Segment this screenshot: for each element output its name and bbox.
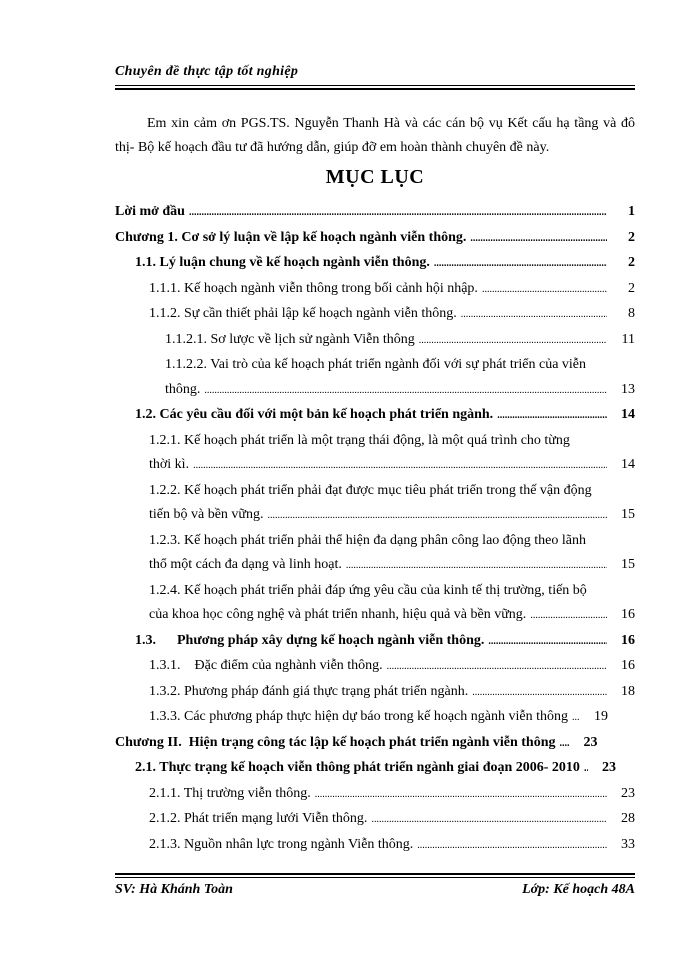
dot-leader bbox=[419, 328, 607, 354]
toc-entry-text: 1.2. Các yêu cầu đối với một bản kế hoạch phát triển ngành. bbox=[135, 407, 494, 422]
dot-leader bbox=[470, 226, 607, 252]
toc-entry[interactable] bbox=[115, 782, 635, 808]
toc-entry-page: 2 bbox=[628, 229, 635, 245]
toc-entry-page: 28 bbox=[621, 811, 635, 826]
dot-leader bbox=[584, 756, 588, 782]
toc-entry-text-line1: 1.2.1. Kế hoạch phát triển là một trạng thái động, là một quá trình cho từng bbox=[149, 432, 570, 448]
dot-leader bbox=[560, 731, 570, 757]
toc-entry[interactable] bbox=[115, 680, 635, 706]
acknowledgement-paragraph: Em xin cảm ơn PGS.TS. Nguyễn Thanh Hà và các cán bộ vụ Kết cấu hạ tầng và đô thị- Bộ kế hoạch đầu tư đã hướng dẫn, giúp đỡ em hoàn thành chuyên đề này. bbox=[115, 116, 635, 155]
toc-entry-text: 2.1.2. Phát triển mạng lưới Viễn thông. bbox=[149, 811, 368, 826]
toc-entry-page: 19 bbox=[593, 709, 608, 724]
toc-entry[interactable] bbox=[115, 629, 635, 655]
toc-entry-text-line2: thông. bbox=[165, 381, 201, 397]
dot-leader bbox=[434, 251, 607, 277]
dot-leader bbox=[193, 453, 607, 479]
toc-entry-text: Chương 1. Cơ sở lý luận về lập kế hoạch ngành viễn thông. bbox=[115, 229, 467, 245]
footer-student: SV: Hà Khánh Toàn bbox=[115, 882, 233, 897]
toc-entry-page: 14 bbox=[621, 457, 635, 472]
toc-entry-text: 1.1. Lý luận chung về kế hoạch ngành viễn thông. bbox=[135, 255, 430, 270]
dot-leader bbox=[497, 403, 607, 429]
dot-leader bbox=[268, 503, 607, 529]
toc-entry[interactable] bbox=[115, 579, 635, 629]
toc-title: MỤC LỤC bbox=[325, 166, 425, 188]
toc-entry-page: 13 bbox=[621, 381, 635, 397]
toc-entry-text: Chương II. Hiện trạng công tác lập kế hoạch phát triển ngành viễn thông bbox=[115, 734, 556, 750]
footer-rule-thick bbox=[115, 873, 635, 875]
toc-entry-page: 16 bbox=[621, 658, 635, 673]
toc-entry-page: 23 bbox=[601, 760, 616, 775]
toc-entry[interactable] bbox=[115, 328, 635, 354]
toc-entry[interactable] bbox=[115, 353, 635, 403]
toc-entry-text: 2.1.3. Nguồn nhân lực trong ngành Viễn thông. bbox=[149, 836, 414, 852]
toc-entry-page: 8 bbox=[628, 306, 635, 321]
toc-entry[interactable] bbox=[115, 731, 635, 757]
dot-leader bbox=[346, 553, 607, 579]
toc-entry-text: 1.3.1. Đặc điểm của nghành viễn thông. bbox=[149, 658, 383, 673]
toc-entry-page: 2 bbox=[628, 255, 635, 270]
toc-entry-page: 15 bbox=[621, 557, 635, 572]
toc-entry[interactable] bbox=[115, 277, 635, 303]
toc-entry[interactable] bbox=[115, 705, 635, 731]
toc-entry-text-line2: của khoa học công nghệ và phát triển nhanh, hiệu quả và bền vững. bbox=[149, 607, 527, 622]
toc-entry-page: 16 bbox=[621, 632, 635, 648]
toc-entry[interactable] bbox=[115, 654, 635, 680]
toc-entry-text-line2: tiến bộ và bền vững. bbox=[149, 507, 264, 522]
toc-entry[interactable] bbox=[115, 429, 635, 479]
toc-entry-page: 33 bbox=[621, 836, 635, 852]
dot-leader bbox=[387, 654, 607, 680]
dot-leader bbox=[482, 277, 607, 303]
header-rule-thick bbox=[115, 88, 635, 90]
toc-entry-page: 18 bbox=[621, 683, 635, 699]
toc-entry-page: 1 bbox=[628, 204, 635, 219]
toc-entry-page: 23 bbox=[621, 785, 635, 801]
footer-rule bbox=[115, 877, 635, 878]
toc-entry-text: 2.1. Thực trạng kế hoạch viễn thông phát triển ngành giai đoạn 2006- 2010 bbox=[135, 760, 580, 775]
toc-entry-page: 15 bbox=[621, 507, 635, 522]
toc-entry-text: 1.3.2. Phương pháp đánh giá thực trạng phát triển ngành. bbox=[149, 683, 469, 699]
toc-entry-text-line1: 1.2.2. Kế hoạch phát triển phải đạt được mục tiêu phát triển trong thế vận động bbox=[149, 482, 592, 498]
toc-entry-text: 1.1.2.1. Sơ lược về lịch sử ngành Viễn thông bbox=[165, 331, 415, 347]
toc-entry[interactable] bbox=[115, 302, 635, 328]
toc-entry-text: Lời mở đầu bbox=[115, 204, 185, 219]
toc-entry[interactable] bbox=[115, 479, 635, 529]
toc-entry-text: 1.3. Phương pháp xây dựng kế hoạch ngành viễn thông. bbox=[135, 632, 485, 648]
toc-entry-page: 11 bbox=[621, 331, 635, 347]
footer-class: Lớp: Kế hoạch 48A bbox=[522, 882, 635, 897]
toc-entry-page: 16 bbox=[621, 607, 635, 622]
toc-entry-text: 1.1.1. Kế hoạch ngành viễn thông trong bối cảnh hội nhập. bbox=[149, 280, 478, 296]
dot-leader bbox=[572, 705, 580, 731]
header-rule bbox=[115, 85, 635, 86]
dot-leader bbox=[315, 782, 607, 808]
toc-entry[interactable] bbox=[115, 200, 635, 226]
dot-leader bbox=[371, 807, 607, 833]
toc-entry-text-line1: 1.2.3. Kế hoạch phát triển phải thể hiện đa dạng phân công lao động theo lãnh bbox=[149, 532, 586, 548]
toc-entry-text-line1: 1.1.2.2. Vai trò của kế hoạch phát triển ngành đối với sự phát triển của viễn bbox=[165, 357, 587, 372]
dot-leader bbox=[472, 680, 607, 706]
toc-entry-text-line1: 1.2.4. Kế hoạch phát triển phải đáp ứng yêu cầu của kinh tế thị trường, tiến bộ bbox=[149, 582, 587, 598]
toc-entry-text: 2.1.1. Thị trường viễn thông. bbox=[149, 785, 311, 801]
toc-entry-text: 1.1.2. Sự cần thiết phải lập kế hoạch ngành viễn thông. bbox=[149, 306, 457, 321]
toc-entry[interactable] bbox=[115, 833, 635, 859]
toc-entry[interactable] bbox=[115, 251, 635, 277]
dot-leader bbox=[461, 302, 607, 328]
toc-entry-text-line2: thời kì. bbox=[149, 457, 190, 472]
table-of-contents bbox=[115, 200, 635, 858]
toc-entry-page: 23 bbox=[583, 734, 598, 750]
dot-leader bbox=[417, 833, 607, 859]
toc-entry[interactable] bbox=[115, 807, 635, 833]
toc-entry-text-line2: thổ một cách đa dạng và linh hoạt. bbox=[149, 557, 342, 572]
dot-leader bbox=[530, 603, 607, 629]
toc-entry[interactable] bbox=[115, 529, 635, 579]
dot-leader bbox=[204, 378, 607, 404]
toc-entry-page: 14 bbox=[621, 407, 635, 422]
toc-entry[interactable] bbox=[115, 403, 635, 429]
toc-entry[interactable] bbox=[115, 756, 635, 782]
dot-leader bbox=[189, 200, 607, 226]
toc-entry-text: 1.3.3. Các phương pháp thực hiện dự báo trong kế hoạch ngành viễn thông bbox=[149, 709, 568, 724]
page-header: Chuyên đề thực tập tốt nghiệp bbox=[115, 64, 299, 79]
toc-entry-page: 2 bbox=[628, 280, 635, 296]
toc-entry[interactable] bbox=[115, 226, 635, 252]
dot-leader bbox=[488, 629, 607, 655]
